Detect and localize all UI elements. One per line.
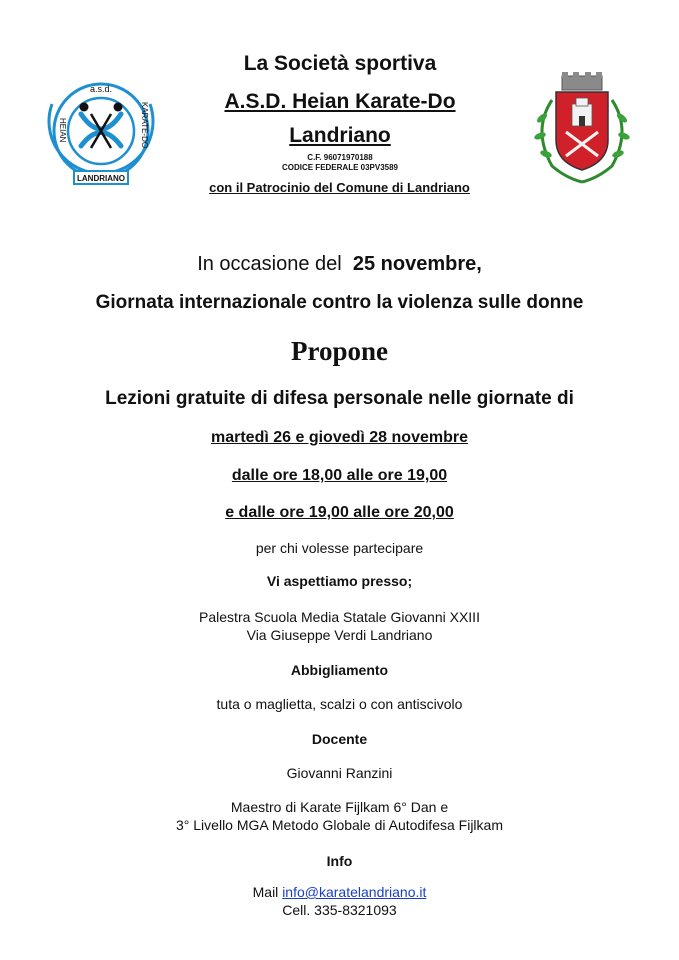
email-link[interactable]: info@karatelandriano.it: [282, 884, 427, 900]
place-line-2: Via Giuseppe Verdi Landriano: [246, 627, 433, 643]
header-line-2: A.S.D. Heian Karate-Do: [224, 90, 456, 113]
codice-fiscale: C.F. 96071970188: [307, 153, 373, 162]
occasion-line: [0, 253, 679, 276]
logo-right-text: KARATE-DO: [140, 102, 149, 149]
place-line-1: Palestra Scuola Media Statale Giovanni XXIII: [199, 609, 480, 625]
patronage-line: con il Patrocinio del Comune di Landriano: [209, 180, 470, 195]
participate-line: per chi volesse partecipare: [255, 540, 424, 556]
mail-line: [0, 884, 679, 900]
time-line-2: e dalle ore 19,00 alle ore 20,00: [225, 504, 454, 521]
day-title: Giornata internazionale contro la violenza sulle donne: [95, 292, 584, 313]
qualification-line-2: 3° Livello MGA Metodo Globale di Autodifesa Fijlkam: [176, 817, 503, 833]
occasion-prefix: In occasione del: [197, 253, 342, 275]
propone-title: Propone: [290, 336, 388, 366]
clothing-title: Abbigliamento: [290, 662, 389, 678]
mail-label: Mail: [252, 884, 279, 900]
dates-line: martedì 26 e giovedì 28 novembre: [211, 429, 468, 446]
comune-coat-of-arms: [526, 70, 638, 190]
logo-top-text: a.s.d.: [89, 84, 113, 94]
waiting-line: Vi aspettiamo presso;: [266, 573, 413, 589]
logo-bottom-text: LANDRIANO: [77, 174, 125, 183]
qualification-line-1: Maestro di Karate Fijlkam 6° Dan e: [230, 799, 449, 815]
teacher-name: Giovanni Ranzini: [286, 765, 393, 781]
codice-federale: CODICE FEDERALE 03PV3589: [281, 163, 399, 172]
occasion-date: 25 novembre,: [352, 253, 482, 275]
time-line-1: dalle ore 18,00 alle ore 19,00: [231, 467, 448, 484]
header-line-1: La Società sportiva: [243, 52, 437, 75]
clothing-line: tuta o maglietta, scalzi o con antiscivolo: [216, 696, 463, 712]
lessons-line: Lezioni gratuite di difesa personale nelle giornate di: [105, 388, 574, 409]
logo-left-text: HEIAN: [58, 118, 67, 143]
header-line-3: Landriano: [289, 124, 391, 147]
teacher-title: Docente: [311, 731, 368, 747]
info-title: Info: [326, 853, 353, 869]
karate-club-logo: [36, 74, 166, 188]
phone-line: Cell. 335-8321093: [282, 902, 397, 918]
